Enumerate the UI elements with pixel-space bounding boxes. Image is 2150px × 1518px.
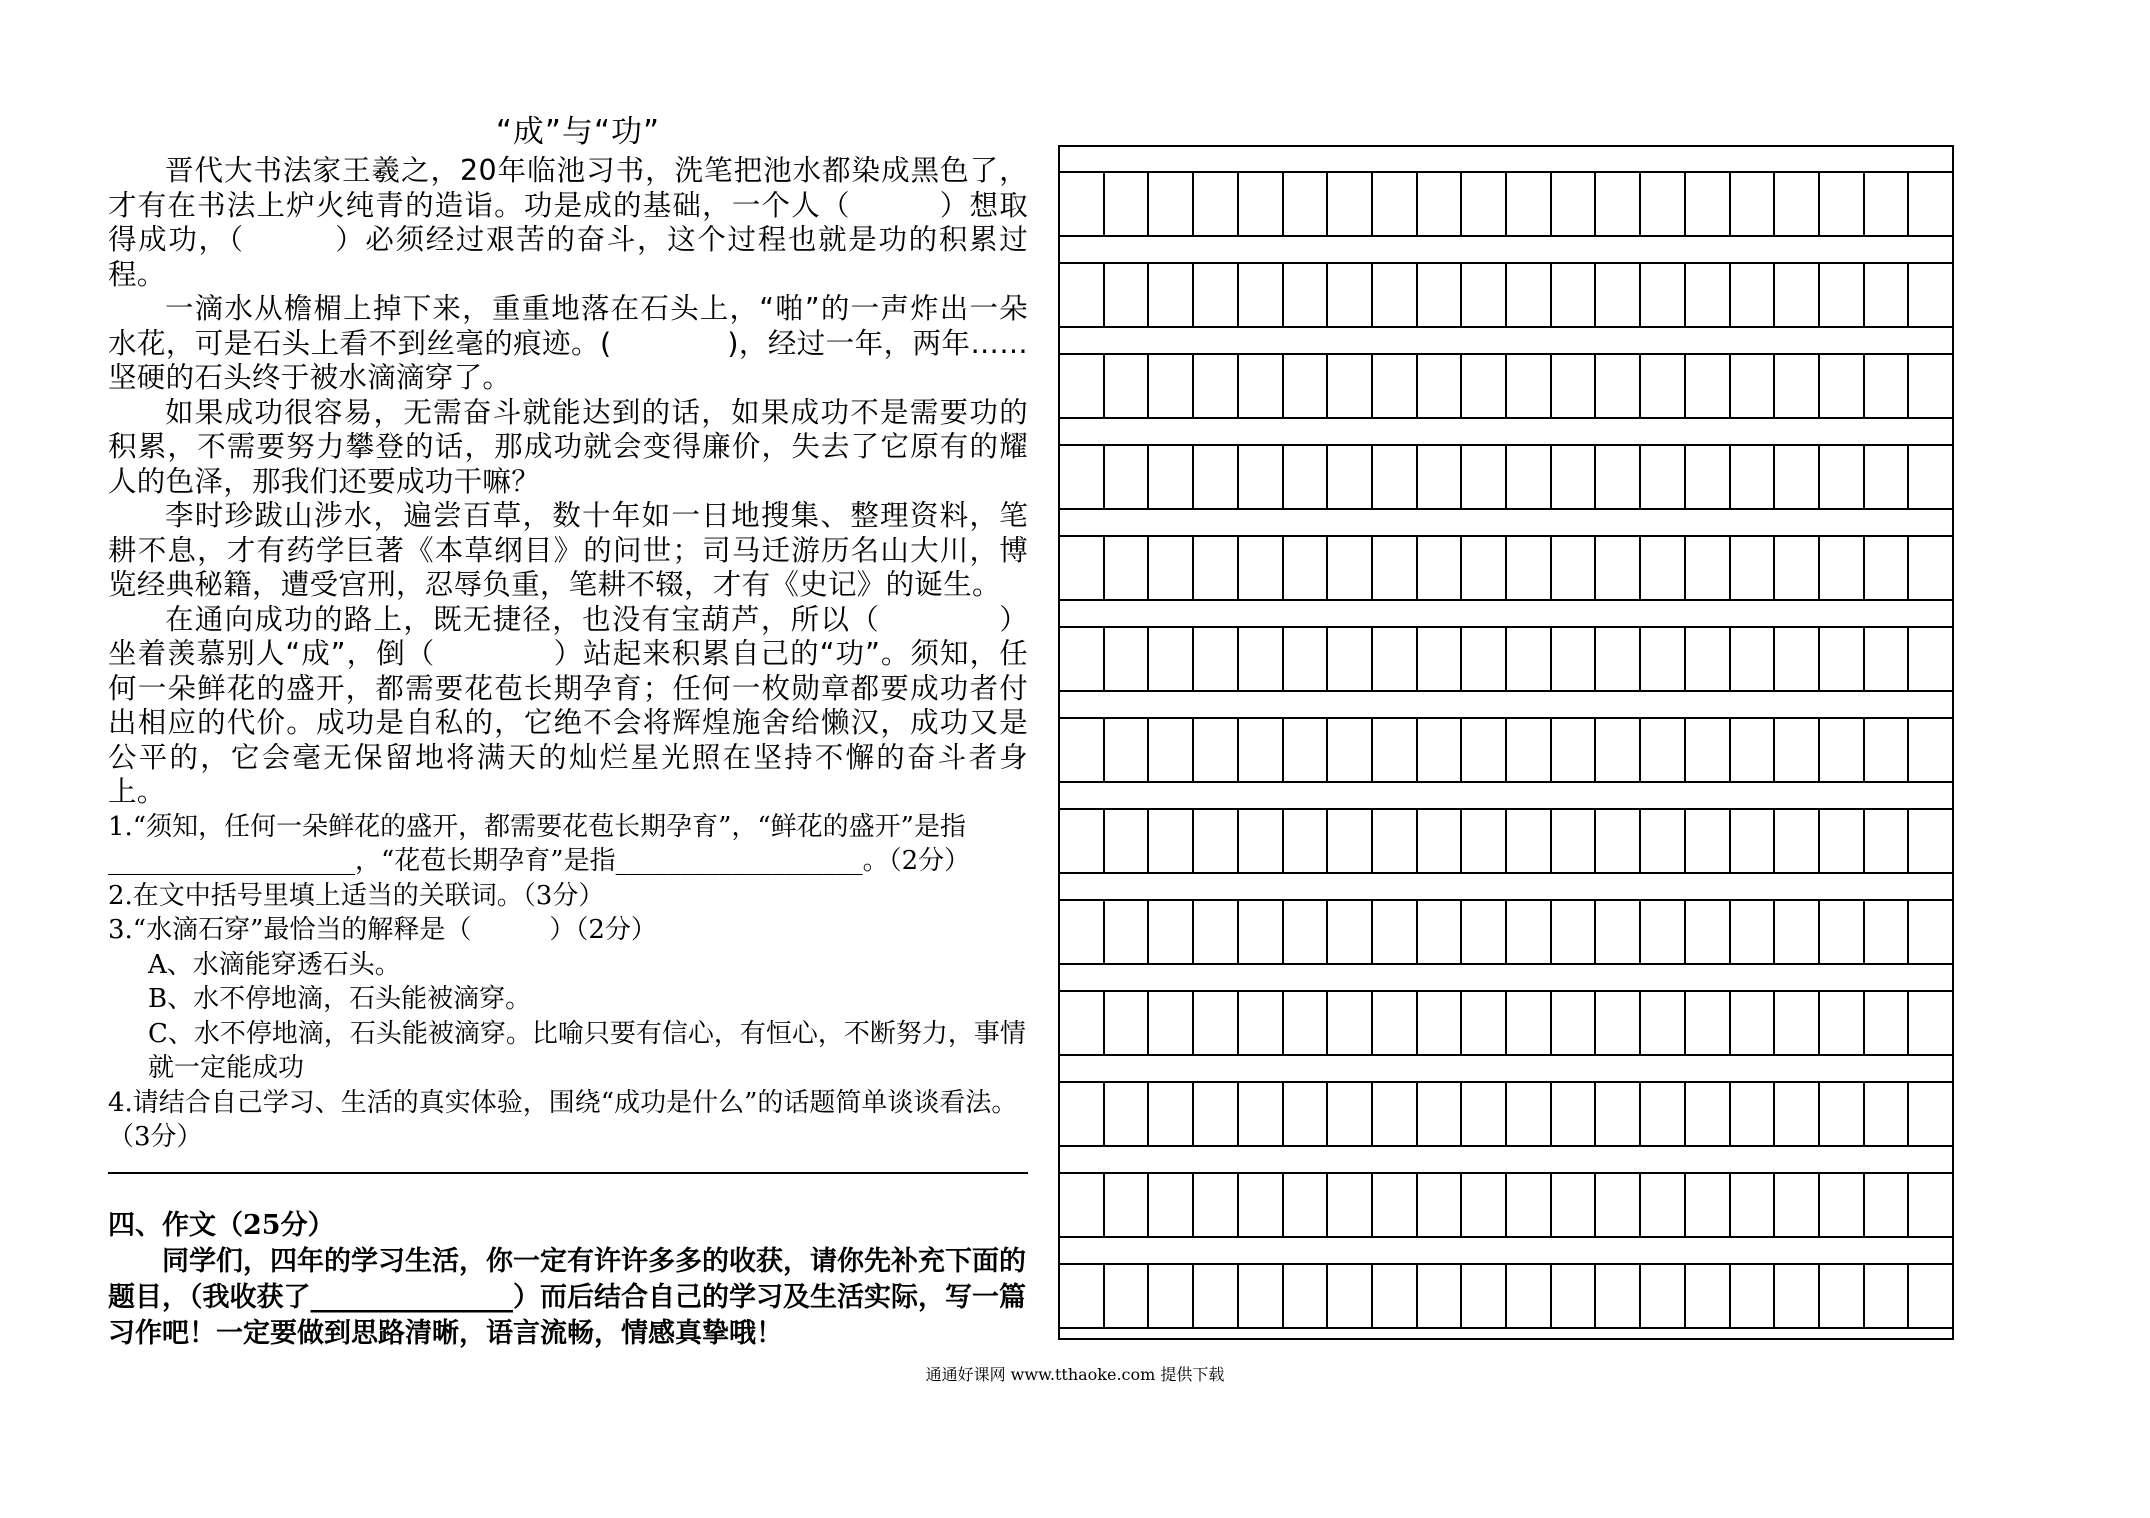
grid-cell[interactable] (1060, 446, 1105, 508)
grid-cell[interactable] (1105, 628, 1150, 690)
grid-cell[interactable] (1775, 901, 1820, 963)
grid-cell[interactable] (1328, 1174, 1373, 1236)
question-3-option-a: A、水滴能穿透石头。 (148, 949, 401, 980)
grid-cell[interactable] (1775, 719, 1820, 781)
grid-cell[interactable] (1462, 1265, 1507, 1327)
grid-cell[interactable] (1596, 628, 1641, 690)
grid-cell[interactable] (1507, 901, 1552, 963)
grid-cell[interactable] (1507, 810, 1552, 872)
grid-row (1060, 1263, 1952, 1329)
grid-cell[interactable] (1373, 173, 1418, 235)
question-3-option-b: B、水不停地滴，石头能被滴穿。 (148, 984, 532, 1014)
grid-cell[interactable] (1820, 1265, 1865, 1327)
grid-cell[interactable] (1596, 264, 1641, 326)
grid-cell[interactable] (1552, 719, 1597, 781)
grid-cell[interactable] (1641, 355, 1686, 417)
grid-cell[interactable] (1462, 628, 1507, 690)
grid-cell[interactable] (1909, 1083, 1952, 1145)
grid-cell[interactable] (1462, 901, 1507, 963)
reading-passage (108, 110, 1028, 1155)
grid-cell[interactable] (1462, 1083, 1507, 1145)
grid-cell[interactable] (1239, 1083, 1284, 1145)
grid-cell[interactable] (1552, 537, 1597, 599)
grid-cell[interactable] (1239, 628, 1284, 690)
grid-cell[interactable] (1909, 355, 1952, 417)
grid-cell[interactable] (1105, 355, 1150, 417)
grid-row (1060, 626, 1952, 692)
grid-cell[interactable] (1105, 537, 1150, 599)
grid-cell[interactable] (1060, 628, 1105, 690)
grid-cell[interactable] (1328, 901, 1373, 963)
grid-cell[interactable] (1641, 992, 1686, 1054)
grid-cell[interactable] (1373, 810, 1418, 872)
grid-cell[interactable] (1909, 446, 1952, 508)
grid-cell[interactable] (1284, 1265, 1329, 1327)
grid-row (1060, 899, 1952, 965)
grid-cell[interactable] (1418, 264, 1463, 326)
grid-cell[interactable] (1775, 1174, 1820, 1236)
grid-cell[interactable] (1105, 1083, 1150, 1145)
grid-cell[interactable] (1060, 537, 1105, 599)
grid-cell[interactable] (1060, 173, 1105, 235)
grid-cell[interactable] (1686, 628, 1731, 690)
grid-cell[interactable] (1194, 901, 1239, 963)
grid-cell[interactable] (1462, 446, 1507, 508)
paragraph-1: 晋代大书法家王羲之，20年临池习书，洗笔把池水都染成黑色了，才有在书法上炉火纯青的造诣。功是成的基础，一个人（ ）想取得成功，（ ）必须经过艰苦的奋斗，这个过程也就是功的积累过程。 (108, 154, 1028, 291)
grid-cell[interactable] (1596, 1174, 1641, 1236)
grid-cell[interactable] (1239, 810, 1284, 872)
grid-cell[interactable] (1507, 719, 1552, 781)
grid-cell[interactable] (1060, 355, 1105, 417)
grid-cell[interactable] (1731, 1174, 1776, 1236)
grid-cell[interactable] (1373, 264, 1418, 326)
grid-cell[interactable] (1820, 901, 1865, 963)
grid-cell[interactable] (1149, 264, 1194, 326)
grid-cell[interactable] (1596, 810, 1641, 872)
grid-cell[interactable] (1284, 719, 1329, 781)
grid-cell[interactable] (1507, 1265, 1552, 1327)
grid-cell[interactable] (1507, 264, 1552, 326)
grid-row (1060, 535, 1952, 601)
grid-cell[interactable] (1060, 1174, 1105, 1236)
grid-cell[interactable] (1328, 628, 1373, 690)
grid-cell[interactable] (1731, 992, 1776, 1054)
grid-cell[interactable] (1418, 1083, 1463, 1145)
grid-cell[interactable] (1060, 1265, 1105, 1327)
grid-cell[interactable] (1373, 1174, 1418, 1236)
grid-cell[interactable] (1686, 355, 1731, 417)
grid-cell[interactable] (1731, 537, 1776, 599)
grid-cell[interactable] (1418, 810, 1463, 872)
grid-cell[interactable] (1105, 1265, 1150, 1327)
grid-cell[interactable] (1194, 1083, 1239, 1145)
grid-cell[interactable] (1373, 537, 1418, 599)
grid-row (1060, 808, 1952, 874)
grid-cell[interactable] (1239, 992, 1284, 1054)
grid-cell[interactable] (1865, 173, 1910, 235)
question-1: 1.“须知，任何一朵鲜花的盛开，都需要花苞长期孕育”，“鲜花的盛开”是指___________________，“花苞长期孕育”是指___________________。（2分） (108, 811, 971, 876)
grid-cell[interactable] (1105, 1174, 1150, 1236)
grid-cell[interactable] (1328, 537, 1373, 599)
grid-cell[interactable] (1418, 355, 1463, 417)
grid-cell[interactable] (1149, 355, 1194, 417)
grid-cell[interactable] (1909, 992, 1952, 1054)
grid-cell[interactable] (1284, 537, 1329, 599)
grid-cell[interactable] (1239, 446, 1284, 508)
grid-cell[interactable] (1686, 1265, 1731, 1327)
grid-cell[interactable] (1239, 719, 1284, 781)
grid-cell[interactable] (1239, 1265, 1284, 1327)
composition-prompt: 同学们，四年的学习生活，你一定有许许多多的收获，请你先补充下面的题目，（我收获了_______________）而后结合自己的学习及生活实际，写一篇习作吧！一定要做到思路清晰，语言流畅，情感真挚哦！ (108, 1246, 1026, 1349)
grid-cell[interactable] (1909, 537, 1952, 599)
grid-cell[interactable] (1284, 1174, 1329, 1236)
grid-cell[interactable] (1060, 901, 1105, 963)
composition-heading: 四、作文（25分） (108, 1210, 335, 1241)
grid-cell[interactable] (1552, 1265, 1597, 1327)
grid-cell[interactable] (1328, 719, 1373, 781)
grid-cell[interactable] (1641, 1083, 1686, 1145)
grid-cell[interactable] (1686, 446, 1731, 508)
grid-cell[interactable] (1865, 355, 1910, 417)
grid-cell[interactable] (1775, 1083, 1820, 1145)
footer-credit: 通通好课网 www.tthaoke.com 提供下载 (925, 1365, 1225, 1384)
grid-cell[interactable] (1418, 537, 1463, 599)
grid-cell[interactable] (1462, 537, 1507, 599)
grid-cell[interactable] (1909, 1174, 1952, 1236)
grid-cell[interactable] (1552, 264, 1597, 326)
grid-cell[interactable] (1373, 628, 1418, 690)
grid-cell[interactable] (1865, 628, 1910, 690)
grid-row (1060, 353, 1952, 419)
paragraph-2: 一滴水从檐楣上掉下来，重重地落在石头上，“啪”的一声炸出一朵水花，可是石头上看不到丝毫的痕迹。( )，经过一年，两年……坚硬的石头终于被水滴滴穿了。 (108, 292, 1028, 394)
grid-cell[interactable] (1373, 355, 1418, 417)
grid-cell[interactable] (1909, 810, 1952, 872)
grid-cell[interactable] (1909, 628, 1952, 690)
grid-cell[interactable] (1775, 173, 1820, 235)
grid-cell[interactable] (1596, 1083, 1641, 1145)
grid-cell[interactable] (1686, 264, 1731, 326)
grid-cell[interactable] (1060, 1083, 1105, 1145)
grid-cell[interactable] (1775, 810, 1820, 872)
grid-cell[interactable] (1686, 537, 1731, 599)
grid-cell[interactable] (1596, 1265, 1641, 1327)
grid-cell[interactable] (1284, 901, 1329, 963)
grid-cell[interactable] (1328, 446, 1373, 508)
grid-cell[interactable] (1284, 264, 1329, 326)
grid-cell[interactable] (1239, 355, 1284, 417)
grid-cell[interactable] (1149, 992, 1194, 1054)
grid-cell[interactable] (1328, 1083, 1373, 1145)
grid-cell[interactable] (1820, 1083, 1865, 1145)
grid-cell[interactable] (1641, 901, 1686, 963)
grid-cell[interactable] (1865, 1083, 1910, 1145)
grid-cell[interactable] (1328, 173, 1373, 235)
grid-cell[interactable] (1462, 1174, 1507, 1236)
grid-cell[interactable] (1194, 173, 1239, 235)
grid-cell[interactable] (1820, 810, 1865, 872)
grid-cell[interactable] (1775, 992, 1820, 1054)
grid-cell[interactable] (1373, 719, 1418, 781)
grid-cell[interactable] (1418, 901, 1463, 963)
grid-cell[interactable] (1149, 628, 1194, 690)
grid-cell[interactable] (1507, 173, 1552, 235)
grid-cell[interactable] (1462, 719, 1507, 781)
grid-cell[interactable] (1284, 628, 1329, 690)
grid-cell[interactable] (1775, 537, 1820, 599)
grid-cell[interactable] (1686, 992, 1731, 1054)
grid-cell[interactable] (1731, 173, 1776, 235)
grid-cell[interactable] (1194, 446, 1239, 508)
grid-cell[interactable] (1328, 992, 1373, 1054)
question-3: 3.“水滴石穿”最恰当的解释是（ ）（2分） (108, 915, 657, 945)
grid-cell[interactable] (1731, 1083, 1776, 1145)
grid-cell[interactable] (1149, 719, 1194, 781)
grid-cell[interactable] (1284, 1083, 1329, 1145)
grid-row (1060, 990, 1952, 1056)
grid-cell[interactable] (1820, 1174, 1865, 1236)
grid-cell[interactable] (1462, 992, 1507, 1054)
grid-cell[interactable] (1865, 992, 1910, 1054)
grid-cell[interactable] (1731, 719, 1776, 781)
grid-row (1060, 262, 1952, 328)
grid-cell[interactable] (1596, 173, 1641, 235)
paragraph-5: 在通向成功的路上，既无捷径，也没有宝葫芦，所以（ ）坐着羡慕别人“成”，倒（ ）站起来积累自己的“功”。须知，任何一朵鲜花的盛开，都需要花苞长期孕育；任何一枚勋章都要成功者付出相应的代价。成功是自私的，它绝不会将辉煌施舍给懒汉，成功又是公平的，它会毫无保留地将满天的灿烂星光照在坚持不懈的奋斗者身上。 (108, 602, 1028, 808)
grid-cell[interactable] (1507, 537, 1552, 599)
grid-cell[interactable] (1418, 719, 1463, 781)
grid-cell[interactable] (1820, 537, 1865, 599)
article-title: “成”与“功” (495, 114, 661, 150)
grid-cell[interactable] (1149, 901, 1194, 963)
grid-cell[interactable] (1865, 264, 1910, 326)
grid-cell[interactable] (1507, 628, 1552, 690)
grid-cell[interactable] (1552, 992, 1597, 1054)
grid-cell[interactable] (1865, 537, 1910, 599)
grid-row (1060, 1081, 1952, 1147)
grid-cell[interactable] (1552, 446, 1597, 508)
grid-cell[interactable] (1820, 355, 1865, 417)
grid-cell[interactable] (1239, 173, 1284, 235)
grid-cell[interactable] (1149, 1265, 1194, 1327)
grid-cell[interactable] (1731, 810, 1776, 872)
grid-cell[interactable] (1820, 173, 1865, 235)
grid-cell[interactable] (1641, 1174, 1686, 1236)
question-4: 4.请结合自己学习、生活的真实体验，围绕“成功是什么”的话题简单谈谈看法。（3分） (108, 1087, 1018, 1152)
grid-cell[interactable] (1641, 1265, 1686, 1327)
grid-cell[interactable] (1328, 355, 1373, 417)
grid-cell[interactable] (1194, 355, 1239, 417)
grid-cell[interactable] (1820, 628, 1865, 690)
grid-cell[interactable] (1418, 446, 1463, 508)
grid-cell[interactable] (1105, 446, 1150, 508)
grid-cell[interactable] (1686, 719, 1731, 781)
grid-cell[interactable] (1507, 355, 1552, 417)
grid-cell[interactable] (1418, 1174, 1463, 1236)
grid-cell[interactable] (1820, 719, 1865, 781)
grid-cell[interactable] (1462, 355, 1507, 417)
composition-section (108, 1208, 1038, 1352)
grid-cell[interactable] (1865, 810, 1910, 872)
grid-cell[interactable] (1373, 992, 1418, 1054)
grid-cell[interactable] (1909, 719, 1952, 781)
grid-cell[interactable] (1194, 1265, 1239, 1327)
grid-cell[interactable] (1686, 901, 1731, 963)
grid-cell[interactable] (1194, 719, 1239, 781)
grid-row (1060, 171, 1952, 237)
grid-cell[interactable] (1284, 446, 1329, 508)
grid-cell[interactable] (1552, 1174, 1597, 1236)
grid-cell[interactable] (1373, 901, 1418, 963)
grid-cell[interactable] (1641, 173, 1686, 235)
grid-cell[interactable] (1731, 264, 1776, 326)
grid-row (1060, 1172, 1952, 1238)
grid-cell[interactable] (1373, 446, 1418, 508)
grid-cell[interactable] (1686, 810, 1731, 872)
grid-cell[interactable] (1194, 264, 1239, 326)
grid-cell[interactable] (1552, 810, 1597, 872)
grid-cell[interactable] (1775, 446, 1820, 508)
grid-cell[interactable] (1596, 719, 1641, 781)
grid-cell[interactable] (1909, 901, 1952, 963)
grid-cell[interactable] (1284, 992, 1329, 1054)
grid-cell[interactable] (1284, 173, 1329, 235)
grid-cell[interactable] (1909, 264, 1952, 326)
grid-cell[interactable] (1284, 355, 1329, 417)
grid-cell[interactable] (1149, 810, 1194, 872)
grid-cell[interactable] (1641, 537, 1686, 599)
grid-cell[interactable] (1552, 355, 1597, 417)
grid-cell[interactable] (1507, 446, 1552, 508)
grid-cell[interactable] (1865, 446, 1910, 508)
grid-cell[interactable] (1641, 446, 1686, 508)
grid-row (1060, 717, 1952, 783)
grid-cell[interactable] (1149, 446, 1194, 508)
grid-cell[interactable] (1149, 1174, 1194, 1236)
grid-cell[interactable] (1105, 901, 1150, 963)
grid-cell[interactable] (1462, 264, 1507, 326)
grid-cell[interactable] (1775, 1265, 1820, 1327)
grid-cell[interactable] (1462, 173, 1507, 235)
grid-cell[interactable] (1462, 810, 1507, 872)
grid-cell[interactable] (1552, 901, 1597, 963)
grid-cell[interactable] (1507, 1083, 1552, 1145)
grid-cell[interactable] (1194, 537, 1239, 599)
grid-row (1060, 444, 1952, 510)
grid-cell[interactable] (1775, 628, 1820, 690)
grid-cell[interactable] (1105, 719, 1150, 781)
grid-cell[interactable] (1194, 810, 1239, 872)
grid-cell[interactable] (1060, 264, 1105, 326)
grid-cell[interactable] (1596, 537, 1641, 599)
grid-cell[interactable] (1865, 901, 1910, 963)
grid-cell[interactable] (1596, 992, 1641, 1054)
grid-cell[interactable] (1820, 992, 1865, 1054)
answer-line[interactable] (108, 1172, 1028, 1174)
grid-cell[interactable] (1194, 628, 1239, 690)
grid-cell[interactable] (1596, 355, 1641, 417)
grid-cell[interactable] (1149, 1083, 1194, 1145)
grid-cell[interactable] (1775, 355, 1820, 417)
question-3-option-c: C、水不停地滴，石头能被滴穿。比喻只要有信心，有恒心，不断努力，事情就一定能成功 (148, 1018, 1026, 1083)
grid-cell[interactable] (1552, 628, 1597, 690)
grid-cell[interactable] (1909, 173, 1952, 235)
grid-cell[interactable] (1105, 264, 1150, 326)
paragraph-4: 李时珍跋山涉水，遍尝百草，数十年如一日地搜集、整理资料，笔耕不息，才有药学巨著《本草纲目》的问世；司马迁游历名山大川，博览经典秘籍，遭受宫刑，忍辱负重，笔耕不辍，才有《史记》的诞生。 (108, 499, 1028, 601)
grid-cell[interactable] (1909, 1265, 1952, 1327)
grid-cell[interactable] (1865, 1174, 1910, 1236)
grid-cell[interactable] (1686, 1174, 1731, 1236)
grid-cell[interactable] (1507, 992, 1552, 1054)
grid-cell[interactable] (1105, 173, 1150, 235)
grid-cell[interactable] (1060, 810, 1105, 872)
grid-cell[interactable] (1418, 992, 1463, 1054)
grid-cell[interactable] (1865, 719, 1910, 781)
grid-cell[interactable] (1373, 1083, 1418, 1145)
paragraph-3: 如果成功很容易，无需奋斗就能达到的话，如果成功不是需要功的积累，不需要努力攀登的话，那成功就会变得廉价，失去了它原有的耀人的色泽，那我们还要成功干嘛？ (108, 395, 1028, 498)
grid-cell[interactable] (1731, 1265, 1776, 1327)
question-2: 2.在文中括号里填上适当的关联词。（3分） (108, 880, 605, 911)
grid-cell[interactable] (1596, 446, 1641, 508)
grid-cell[interactable] (1418, 173, 1463, 235)
grid-cell[interactable] (1328, 1265, 1373, 1327)
grid-cell[interactable] (1149, 173, 1194, 235)
grid-cell[interactable] (1552, 173, 1597, 235)
grid-cell[interactable] (1149, 537, 1194, 599)
grid-cell[interactable] (1641, 719, 1686, 781)
grid-cell[interactable] (1239, 537, 1284, 599)
grid-cell[interactable] (1731, 628, 1776, 690)
grid-cell[interactable] (1820, 446, 1865, 508)
grid-cell[interactable] (1105, 992, 1150, 1054)
grid-cell[interactable] (1418, 1265, 1463, 1327)
grid-cell[interactable] (1865, 1265, 1910, 1327)
grid-cell[interactable] (1731, 446, 1776, 508)
grid-cell[interactable] (1328, 264, 1373, 326)
grid-cell[interactable] (1328, 810, 1373, 872)
grid-cell[interactable] (1239, 264, 1284, 326)
grid-cell[interactable] (1060, 719, 1105, 781)
grid-cell[interactable] (1194, 1174, 1239, 1236)
grid-cell[interactable] (1239, 901, 1284, 963)
grid-cell[interactable] (1507, 1174, 1552, 1236)
grid-cell[interactable] (1239, 1174, 1284, 1236)
grid-cell[interactable] (1373, 1265, 1418, 1327)
writing-grid[interactable] (1058, 145, 1954, 1340)
grid-cell[interactable] (1105, 810, 1150, 872)
grid-cell[interactable] (1596, 901, 1641, 963)
grid-cell[interactable] (1194, 992, 1239, 1054)
grid-cell[interactable] (1731, 355, 1776, 417)
grid-cell[interactable] (1686, 173, 1731, 235)
grid-cell[interactable] (1686, 1083, 1731, 1145)
grid-cell[interactable] (1060, 992, 1105, 1054)
grid-cell[interactable] (1418, 628, 1463, 690)
grid-cell[interactable] (1552, 1083, 1597, 1145)
grid-cell[interactable] (1641, 810, 1686, 872)
grid-cell[interactable] (1731, 901, 1776, 963)
grid-cell[interactable] (1775, 264, 1820, 326)
grid-cell[interactable] (1284, 810, 1329, 872)
grid-cell[interactable] (1641, 264, 1686, 326)
grid-cell[interactable] (1820, 264, 1865, 326)
grid-cell[interactable] (1641, 628, 1686, 690)
